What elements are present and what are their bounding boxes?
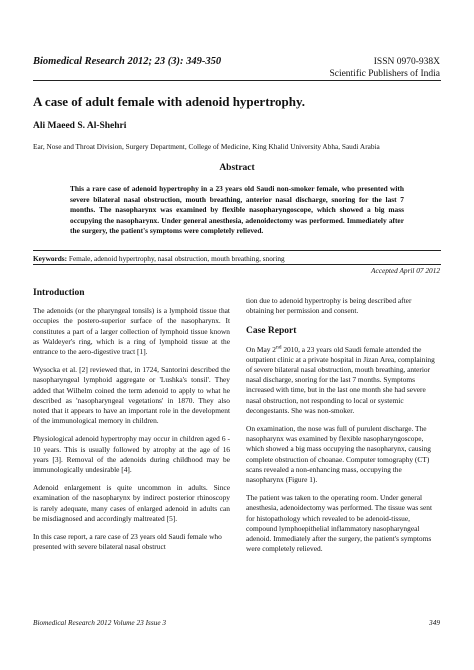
accepted-date: Accepted April 07 2012: [371, 266, 440, 275]
right-column: [246, 296, 441, 554]
intro-paragraph-4: Adenoid enlargement is quite uncommon in adults. Since examination of the nasopharynx by indirect posterior rhinoscopy is rarely adequate, many cases of enlarged adenoid in adults can be misdiagnosed and accordingly maltreated [5].: [33, 483, 230, 523]
case-paragraph-3: The patient was taken to the operating room. Under general anesthesia, adenoidectomy was performed. The tissue was sent for histopathology which revealed to be adenoid-tissue, compound lymphoepithelial inflammatory nasopharyngeal adenoid. Immediately after the surgery, the patient's symptoms were completely relieved.: [246, 493, 433, 554]
header-rule: [33, 80, 441, 81]
intro-paragraph-3: Physiological adenoid hypertrophy may occur in children aged 6 - 10 years. This is usually followed by atrophy at the age of 16 years [3]. Removal of the adenoids during childhood may be immunologically undesirable [4].: [33, 434, 230, 475]
journal-citation: Biomedical Research 2012; 23 (3): 349-350: [33, 56, 222, 67]
keywords-bottom-rule: [33, 264, 441, 265]
intro-continued: tion due to adenoid hypertrophy is being described after obtaining her permission and consent.: [246, 296, 412, 316]
issn-block: [329, 56, 440, 80]
case-paragraph-1: On May 2nd 2010, a 23 years old Saudi female attended the outpatient clinic at a private hospital in Jizan Area, complaining of severe bilateral nasal obstruction, mouth breathing, anterior nasal discharge, snoring for the last 7 months. Symptoms increased with time, but in the last one month she had severe nasal obstruction, not responding to local or systemic decongestants. She was non-smoker.: [246, 344, 435, 415]
case-paragraph-2: On examination, the nose was full of purulent discharge. The nasopharynx was examined by flexible nasopharyngoscope, which showed a big mass occupying the nasopharynx, causing complete obstruction of choanae. Computer tomography (CT) scans revealed a non-enhancing mass, occupying the nasopharynx (Figure 1).: [246, 424, 431, 485]
intro-paragraph-1: The adenoids (or the pharyngeal tonsils) is a lymphoid tissue that occupies the postero-superior surface of the nasopharynx. It constitutes a part of a larger collection of lymphoid tissue known as Waldeyer's ring, which is a ring of lymphoid tissue at the entrance to the aero-digestive tract [1].: [33, 306, 230, 357]
article-title: A case of adult female with adenoid hypertrophy.: [33, 94, 306, 109]
issn-number: ISSN 0970-938X: [373, 57, 440, 67]
case-report-heading: Case Report: [246, 326, 297, 337]
introduction-heading: Introduction: [33, 288, 85, 298]
author-name: Ali Maeed S. Al-Shehri: [33, 121, 127, 131]
abstract-heading: Abstract: [219, 163, 255, 173]
keywords-label: Keywords:: [33, 254, 68, 263]
keywords-line: [33, 254, 285, 263]
footer-journal: Biomedical Research 2012 Volume 23 Issue 3: [33, 618, 167, 627]
author-affiliation: Ear, Nose and Throat Division, Surgery Department, College of Medicine, King Khalid University Abha, Saudi Arabia: [33, 142, 380, 151]
left-column: [33, 288, 230, 552]
keywords-text: Female, adenoid hypertrophy, nasal obstruction, mouth breathing, snoring: [67, 254, 285, 263]
intro-paragraph-5: In this case report, a rare case of 23 years old Saudi female who presented with severe bilateral nasal obstruct: [33, 532, 222, 552]
abstract-text: This a rare case of adenoid hypertrophy in a 23 years old Saudi non-smoker female, who presented with severe bilateral nasal obstruction, mouth breathing, anterior nasal discharge, snoring for the last 7 months. The nasopharynx was examined by flexible nasopharyngoscope, which showed a big mass occupying the nasopharynx. Under general anesthesia, adenoidectomy was performed. Immediately after the surgery, the patient's symptoms were completely relieved.: [70, 184, 404, 236]
keywords-top-rule: [33, 250, 441, 251]
page-number: 349: [429, 618, 440, 627]
intro-paragraph-2: Wysocka et al. [2] reviewed that, in 1724, Santorini described the nasopharyngeal lymphoid aggregate or 'Lushka's tonsil'. They added that Wilhelm coined the term adenoid to apply to what he described as 'nasopharyngeal vegetations' in 1870. They also noted that it appears to have an important role in the development of the immunological memory in children.: [33, 365, 230, 426]
publisher-name: Scientific Publishers of India: [329, 69, 440, 79]
